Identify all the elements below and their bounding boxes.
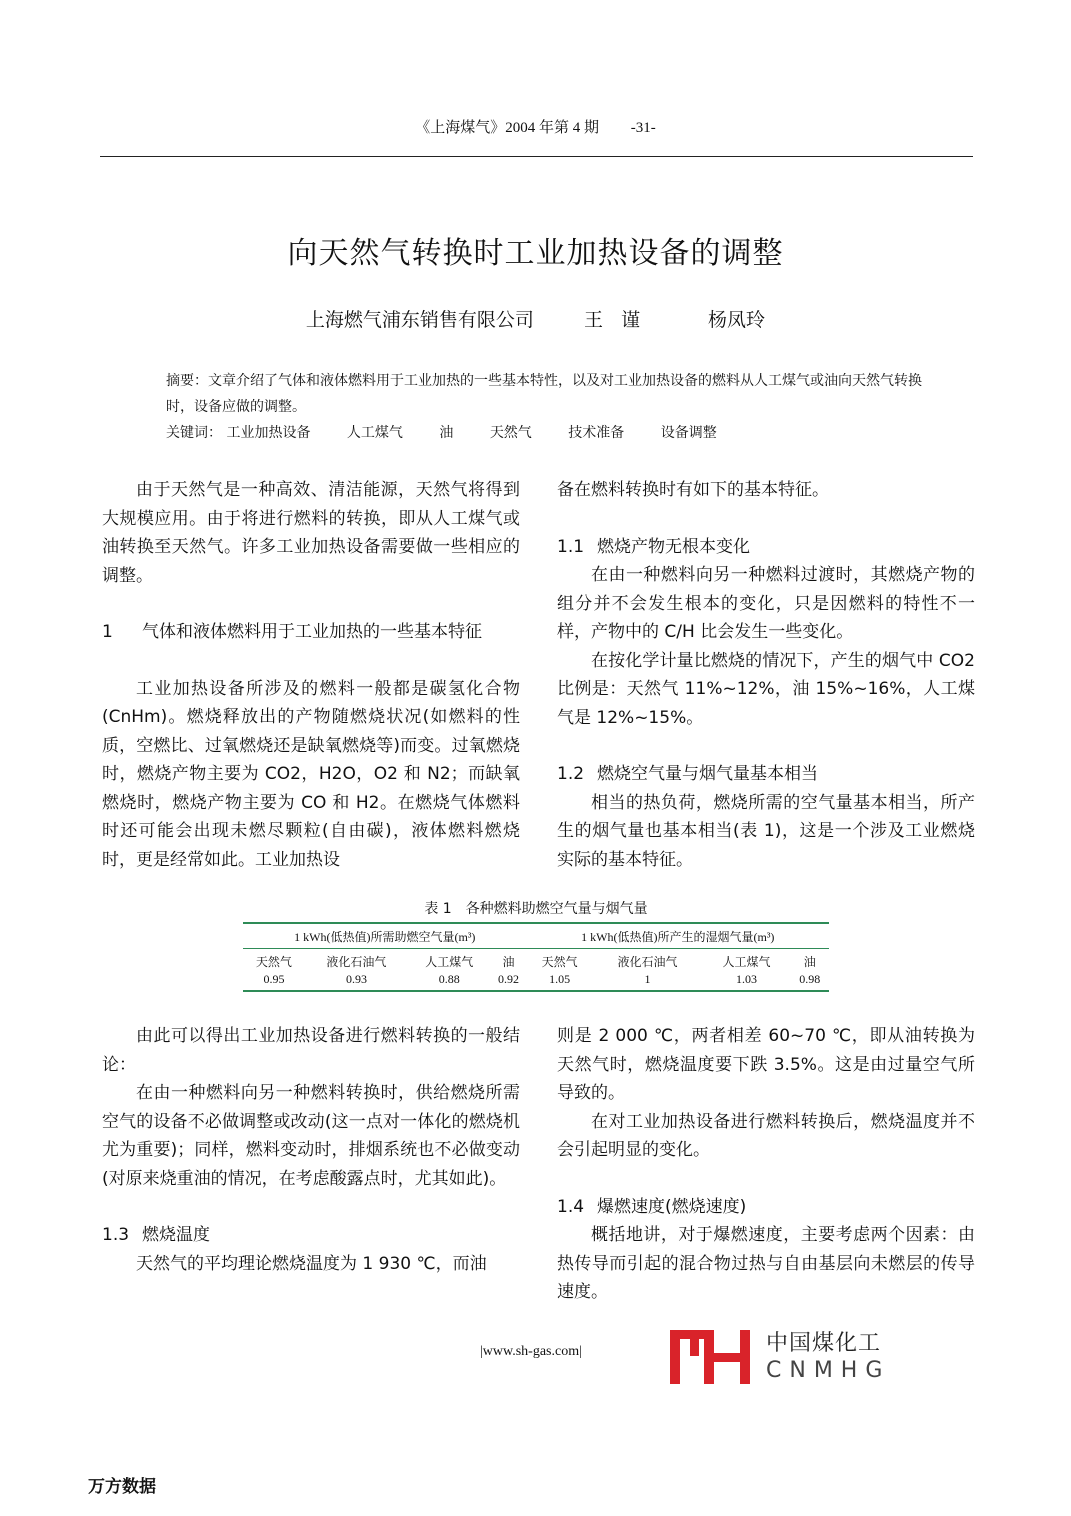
author-line: [0, 305, 1071, 332]
keyword: 工业加热设备: [226, 425, 311, 441]
table-cell: 0.92: [490, 971, 526, 991]
affiliation: 上海燃气浦东销售有限公司: [305, 309, 534, 331]
table-col-header: 天然气: [255, 955, 292, 969]
section-1-2-paragraph: 相当的热负荷，燃烧所需的空气量基本相当，所产生的烟气量也基本相当(表 1)，这是一个涉及工业燃烧实际的基本特征。: [557, 792, 975, 870]
table-col-header: 液化石油气: [326, 955, 387, 969]
table-col-header: 天然气: [541, 955, 578, 969]
conclusion-intro: 由此可以得出工业加热设备进行燃料转换的一般结论：: [102, 1026, 520, 1075]
journal-issue: 《上海煤气》2004 年第 4 期: [415, 120, 599, 136]
table-row: [243, 971, 829, 991]
temperature-paragraph: 在对工业加热设备进行燃料转换后，燃烧温度并不会引起明显的变化。: [557, 1111, 975, 1160]
table-cell: 1.05: [527, 971, 593, 991]
keyword: 油: [439, 425, 454, 441]
intro-paragraph: 由于天然气是一种高效、清洁能源，天然气将得到大规模应用。由于将进行燃料的转换，即从人工煤气或油转换至天然气。许多工业加热设备需要做一些相应的调整。: [102, 480, 520, 586]
author-2: 杨凤玲: [708, 309, 766, 331]
section-1-heading: 1 气体和液体燃料用于工业加热的一些基本特征: [102, 622, 482, 642]
section-1-1-paragraph-2: 在按化学计量比燃烧的情况下，产生的烟气中 CO2 比例是：天然气 11%~12%，油 15%~16%，人工煤气是 12%~15%。: [557, 650, 975, 728]
section-1-1-heading: 1.1 燃烧产物无根本变化: [557, 536, 750, 557]
abstract: 摘要：文章介绍了气体和液体燃料用于工业加热的一些基本特性，以及对工业加热设备的燃料从人工煤气或油向天然气转换时，设备应做的调整。: [166, 373, 922, 415]
conclusion-paragraph: 在由一种燃料向另一种燃料转换时，供给燃烧所需空气的设备不必做调整或改动(这一点对一体化的燃烧机尤为重要)；同样，燃料变动时，排烟系统也不必做变动(对原来烧重油的情况，在考虑酸露点时，尤其如此)。: [102, 1083, 520, 1189]
table-cell: 0.93: [305, 971, 408, 991]
section-1-4-paragraph: 概括地讲，对于爆燃速度，主要考虑两个因素：由热传导而引起的混合物过热与自由基层向未燃层的传导速度。: [557, 1225, 975, 1302]
continuation-paragraph: 备在燃料转换时有如下的基本特征。: [557, 480, 829, 500]
table-col-header: 人工煤气: [425, 955, 474, 969]
keywords-label: 关键词：: [166, 425, 222, 441]
table-cell: 0.98: [790, 971, 829, 991]
section-1-3-heading: 1.3 燃烧温度: [102, 1225, 210, 1245]
right-column-bottom: [557, 1022, 975, 1307]
table-1: [243, 898, 829, 992]
header-rule: [100, 156, 973, 157]
table-col-header: 液化石油气: [617, 955, 678, 969]
section-1-3-paragraph: 天然气的平均理论燃烧温度为 1 930 ℃，而油: [136, 1253, 487, 1274]
keyword: 天然气: [489, 425, 532, 441]
logo-chinese-text: 中国煤化工: [766, 1331, 882, 1356]
section-1-2-heading: 1.2 燃烧空气量与烟气量基本相当: [557, 764, 818, 784]
table-group-flue: 1 kWh(低热值)所产生的湿烟气量(m³): [527, 923, 829, 949]
right-column-top: [557, 476, 975, 874]
footer-url: |www.sh-gas.com|: [480, 1344, 582, 1359]
keyword: 设备调整: [660, 425, 717, 441]
logo-english-text: CNMHG: [766, 1358, 891, 1383]
author-1: 王谨: [583, 309, 658, 331]
table-caption: 表 1 各种燃料助燃空气量与烟气量: [424, 901, 648, 917]
table-cell: 0.95: [243, 971, 305, 991]
page-number: -31-: [630, 120, 656, 136]
table-col-header: 油: [502, 955, 515, 969]
section-1-paragraph: 工业加热设备所涉及的燃料一般都是碳氢化合物(CnHm)。燃烧释放出的产物随燃烧状况(如燃料的性质，空燃比、过氧燃烧还是缺氧燃烧等)而变。过氧燃烧时，燃烧产物主要为 CO2，H2O，O2 和 N2；而缺氧燃烧时，燃烧产物主要为 CO 和 H2。在燃烧气体燃料时还可能会出现未燃尽颗粒(自由碳)，液体燃料燃烧时，更是经常如此。工业加热设: [102, 678, 520, 870]
temperature-continuation: 则是 2 000 ℃，两者相差 60~70 ℃，即从油转换为天然气时，燃烧温度要下跌 3.5%。这是由过量空气所导致的。: [557, 1026, 975, 1103]
table-cell: 1.03: [702, 971, 790, 991]
table-cell: 0.88: [408, 971, 490, 991]
table-group-air: 1 kWh(低热值)所需助燃空气量(m³): [243, 923, 527, 949]
wanfang-watermark: 万方数据: [88, 1477, 156, 1497]
keywords: [166, 422, 749, 442]
table-col-header: 油: [803, 955, 816, 969]
article-title: 向天然气转换时工业加热设备的调整: [287, 236, 784, 271]
section-1-1-paragraph: 在由一种燃料向另一种燃料过渡时，其燃烧产物的组分并不会发生根本的变化，只是因燃料的特性不一样，产物中的 C/H 比会发生一些变化。: [557, 565, 975, 642]
fuel-table: [243, 922, 829, 992]
table-col-header: 人工煤气: [722, 955, 771, 969]
cnmhg-logo-mark: [668, 1326, 758, 1386]
keyword: 人工煤气: [346, 425, 403, 441]
keyword: 技术准备: [568, 425, 625, 441]
left-column-top: [102, 476, 520, 874]
section-1-4-heading: 1.4 爆燃速度(燃烧速度): [557, 1196, 747, 1217]
running-header: [0, 116, 1071, 137]
left-column-bottom: [102, 1022, 520, 1278]
table-cell: 1: [593, 971, 703, 991]
